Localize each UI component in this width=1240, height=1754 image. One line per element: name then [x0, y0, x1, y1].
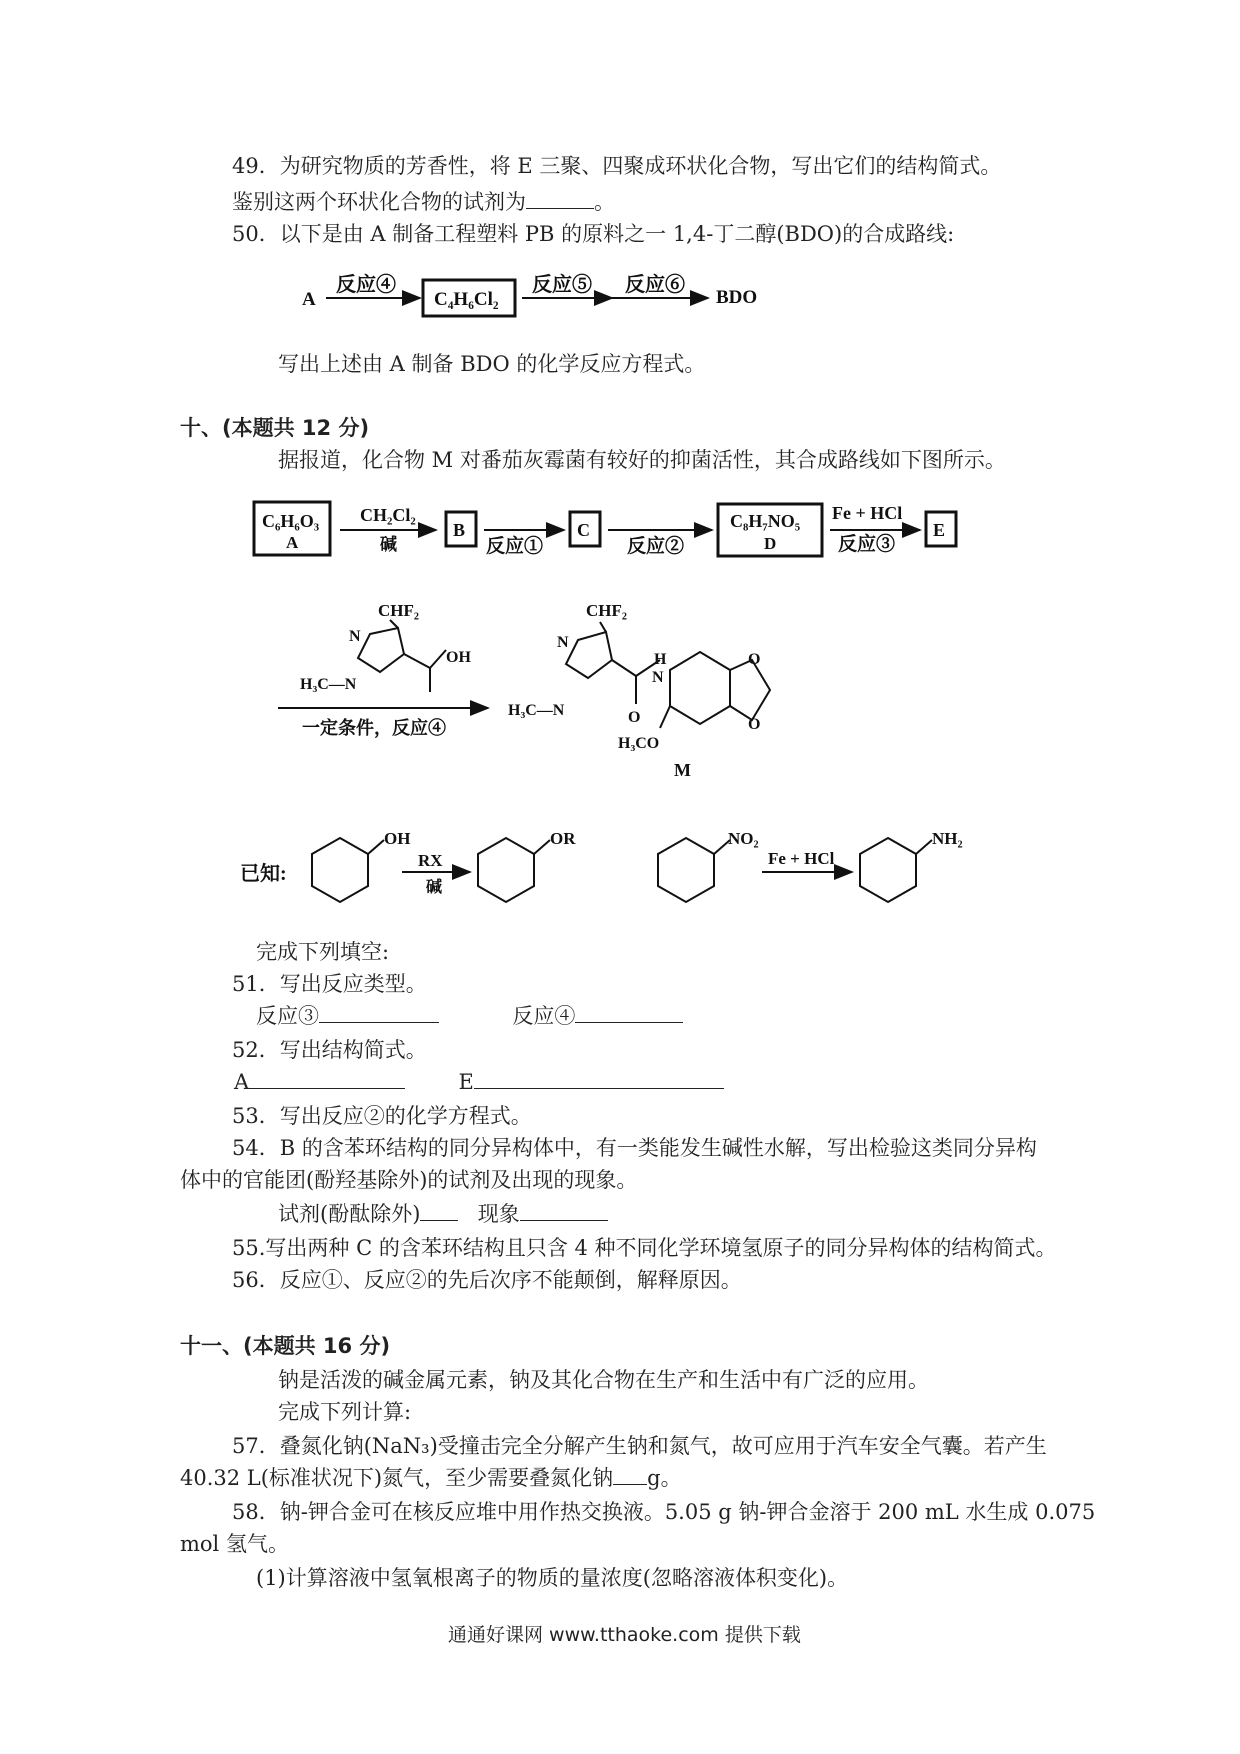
q57-line2-text: 40.32 L(标准状况下)氮气，至少需要叠氮化钠 — [180, 1466, 614, 1490]
sec10-intro: 据报道，化合物 M 对番茄灰霉菌有较好的抑菌活性，其合成路线如下图所示。 — [278, 448, 1006, 472]
sec11-title: 十一、(本题共 16 分) — [180, 1334, 391, 1358]
q50-r6: 反应⑥ — [625, 274, 685, 296]
q50-text: 50．以下是由 A 制备工程塑料 PB 的原料之一 1,4-丁二醇(BDO)的合成路线: — [232, 222, 955, 246]
pyrazole-ring-1 — [358, 628, 404, 672]
known-label: 已知: — [240, 863, 287, 885]
q51-r3-label: 反应③ — [256, 1004, 319, 1028]
route-reagent3-top: Fe + HCl — [832, 503, 903, 523]
q54-reagent-label: 试剂(酚酞除外) — [278, 1202, 421, 1226]
route-a-formula: C₆H₆O₃ — [262, 511, 320, 531]
q51-r4-blank[interactable] — [575, 1002, 683, 1023]
q50-start: A — [302, 289, 316, 310]
q50-r4: 反应④ — [336, 274, 396, 296]
q51-r3-blank[interactable] — [319, 1002, 439, 1023]
route-reagent1-top: CH₂Cl₂ — [360, 505, 416, 525]
route-b: B — [453, 520, 466, 540]
q57-line2-end: g。 — [647, 1466, 682, 1490]
sec10-title: 十、(本题共 12 分) — [180, 416, 370, 440]
q52-e-blank[interactable] — [474, 1068, 724, 1089]
sec10-fill: 完成下列填空: — [256, 940, 390, 964]
known-oh: OH — [384, 829, 411, 848]
m-benzene — [670, 652, 730, 724]
q52-a-blank[interactable] — [249, 1068, 405, 1089]
route-n-reagent: N — [349, 628, 361, 645]
q51-answers — [256, 1002, 683, 1030]
q58-line1: 58．钠-钾合金可在核反应堆中用作热交换液。5.05 g 钠-钾合金溶于 200 mL 水生成 0.075 — [232, 1500, 1096, 1524]
q50-ask: 写出上述由 A 制备 BDO 的化学反应方程式。 — [278, 352, 706, 376]
known-phenol-ring — [312, 838, 368, 902]
q58-sub1: (1)计算溶液中氢氧根离子的物质的量浓度(忽略溶液体积变化)。 — [256, 1566, 849, 1590]
q52-answers — [234, 1068, 724, 1096]
q49-line2-text: 鉴别这两个环状化合物的试剂为 — [232, 190, 526, 214]
footer: 通通好课网 www.tthaoke.com 提供下载 — [448, 1624, 801, 1646]
route-h3cn-reagent: H₃C—N — [300, 676, 357, 693]
sec11-intro: 钠是活泼的碱金属元素，钠及其化合物在生产和生活中有广泛的应用。 — [278, 1368, 929, 1392]
q51: 51．写出反应类型。 — [232, 972, 427, 996]
q52: 52．写出结构简式。 — [232, 1038, 427, 1062]
known-fe-hcl: Fe + HCl — [768, 849, 835, 868]
route-r4: 一定条件，反应④ — [302, 718, 446, 738]
m-o-2: O — [748, 716, 761, 733]
q54-reagent-blank[interactable] — [420, 1200, 458, 1221]
q54-answers — [278, 1200, 608, 1228]
known-nitro-ring — [658, 838, 714, 902]
m-n: N — [557, 634, 569, 651]
q54-line2: 体中的官能团(酚羟基除外)的试剂及出现的现象。 — [180, 1168, 638, 1192]
route-a-label: A — [286, 533, 299, 552]
route-r3: 反应③ — [838, 534, 896, 555]
q49-line1: 49．为研究物质的芳香性，将 E 三聚、四聚成环状化合物，写出它们的结构简式。 — [232, 154, 1002, 178]
known-nh2: NH₂ — [932, 829, 963, 848]
q54-line1: 54．B 的含苯环结构的同分异构体中，有一类能发生碱性水解，写出检验这类同分异构 — [232, 1136, 1037, 1160]
q50-end: BDO — [716, 287, 758, 308]
q55: 55.写出两种 C 的含苯环结构且只含 4 种不同化学环境氢原子的同分异构体的结构简式。 — [232, 1236, 1057, 1260]
route-d-formula: C₈H₇NO₅ — [730, 511, 801, 531]
m-o-1: O — [748, 651, 761, 668]
q52-a-label: A — [234, 1070, 250, 1094]
m-label: M — [674, 760, 691, 780]
q54-phen-label: 现象 — [477, 1202, 520, 1226]
m-nh-h: H — [654, 651, 667, 668]
pyrazole-ring-2 — [566, 632, 612, 678]
sec11-calc: 完成下列计算: — [278, 1400, 412, 1424]
known-or: OR — [550, 829, 576, 848]
route-reagent1-bottom: 碱 — [380, 535, 397, 554]
route-e: E — [933, 520, 946, 540]
route-c: C — [577, 520, 590, 540]
route-chf2-reagent: CHF₂ — [378, 601, 419, 620]
q50-r5: 反应⑤ — [532, 274, 592, 296]
q57-blank[interactable] — [613, 1464, 647, 1485]
q50-box-text: C₄H₆Cl₂ — [434, 289, 499, 310]
q58-line2: mol 氢气。 — [180, 1532, 289, 1556]
known-no2: NO₂ — [728, 829, 759, 848]
m-chf2: CHF₂ — [586, 601, 627, 620]
m-o: O — [628, 709, 641, 726]
route-oh-reagent: OH — [446, 649, 471, 666]
route-d-label: D — [764, 534, 777, 553]
q53: 53．写出反应②的化学方程式。 — [232, 1104, 532, 1128]
m-h3cn: H₃C—N — [508, 702, 565, 719]
known-ether-ring — [478, 838, 534, 902]
route-r1: 反应① — [486, 536, 544, 557]
q52-e-label: E — [458, 1070, 474, 1094]
m-nh-n: N — [652, 669, 664, 686]
route-r2: 反应② — [627, 536, 685, 557]
q51-r4-label: 反应④ — [512, 1004, 576, 1028]
q49-line2-end: 。 — [594, 190, 615, 214]
q57-line1: 57．叠氮化钠(NaN₃)受撞击完全分解产生钠和氮气，故可应用于汽车安全气囊。若产生 — [232, 1434, 1047, 1458]
known-base: 碱 — [426, 879, 443, 896]
known-aniline-ring — [860, 838, 916, 902]
known-rx: RX — [418, 851, 443, 870]
q57-line2 — [180, 1464, 682, 1492]
q54-phen-blank[interactable] — [520, 1200, 608, 1221]
q56: 56．反应①、反应②的先后次序不能颠倒，解释原因。 — [232, 1268, 742, 1292]
m-h3co: H₃CO — [618, 735, 660, 752]
